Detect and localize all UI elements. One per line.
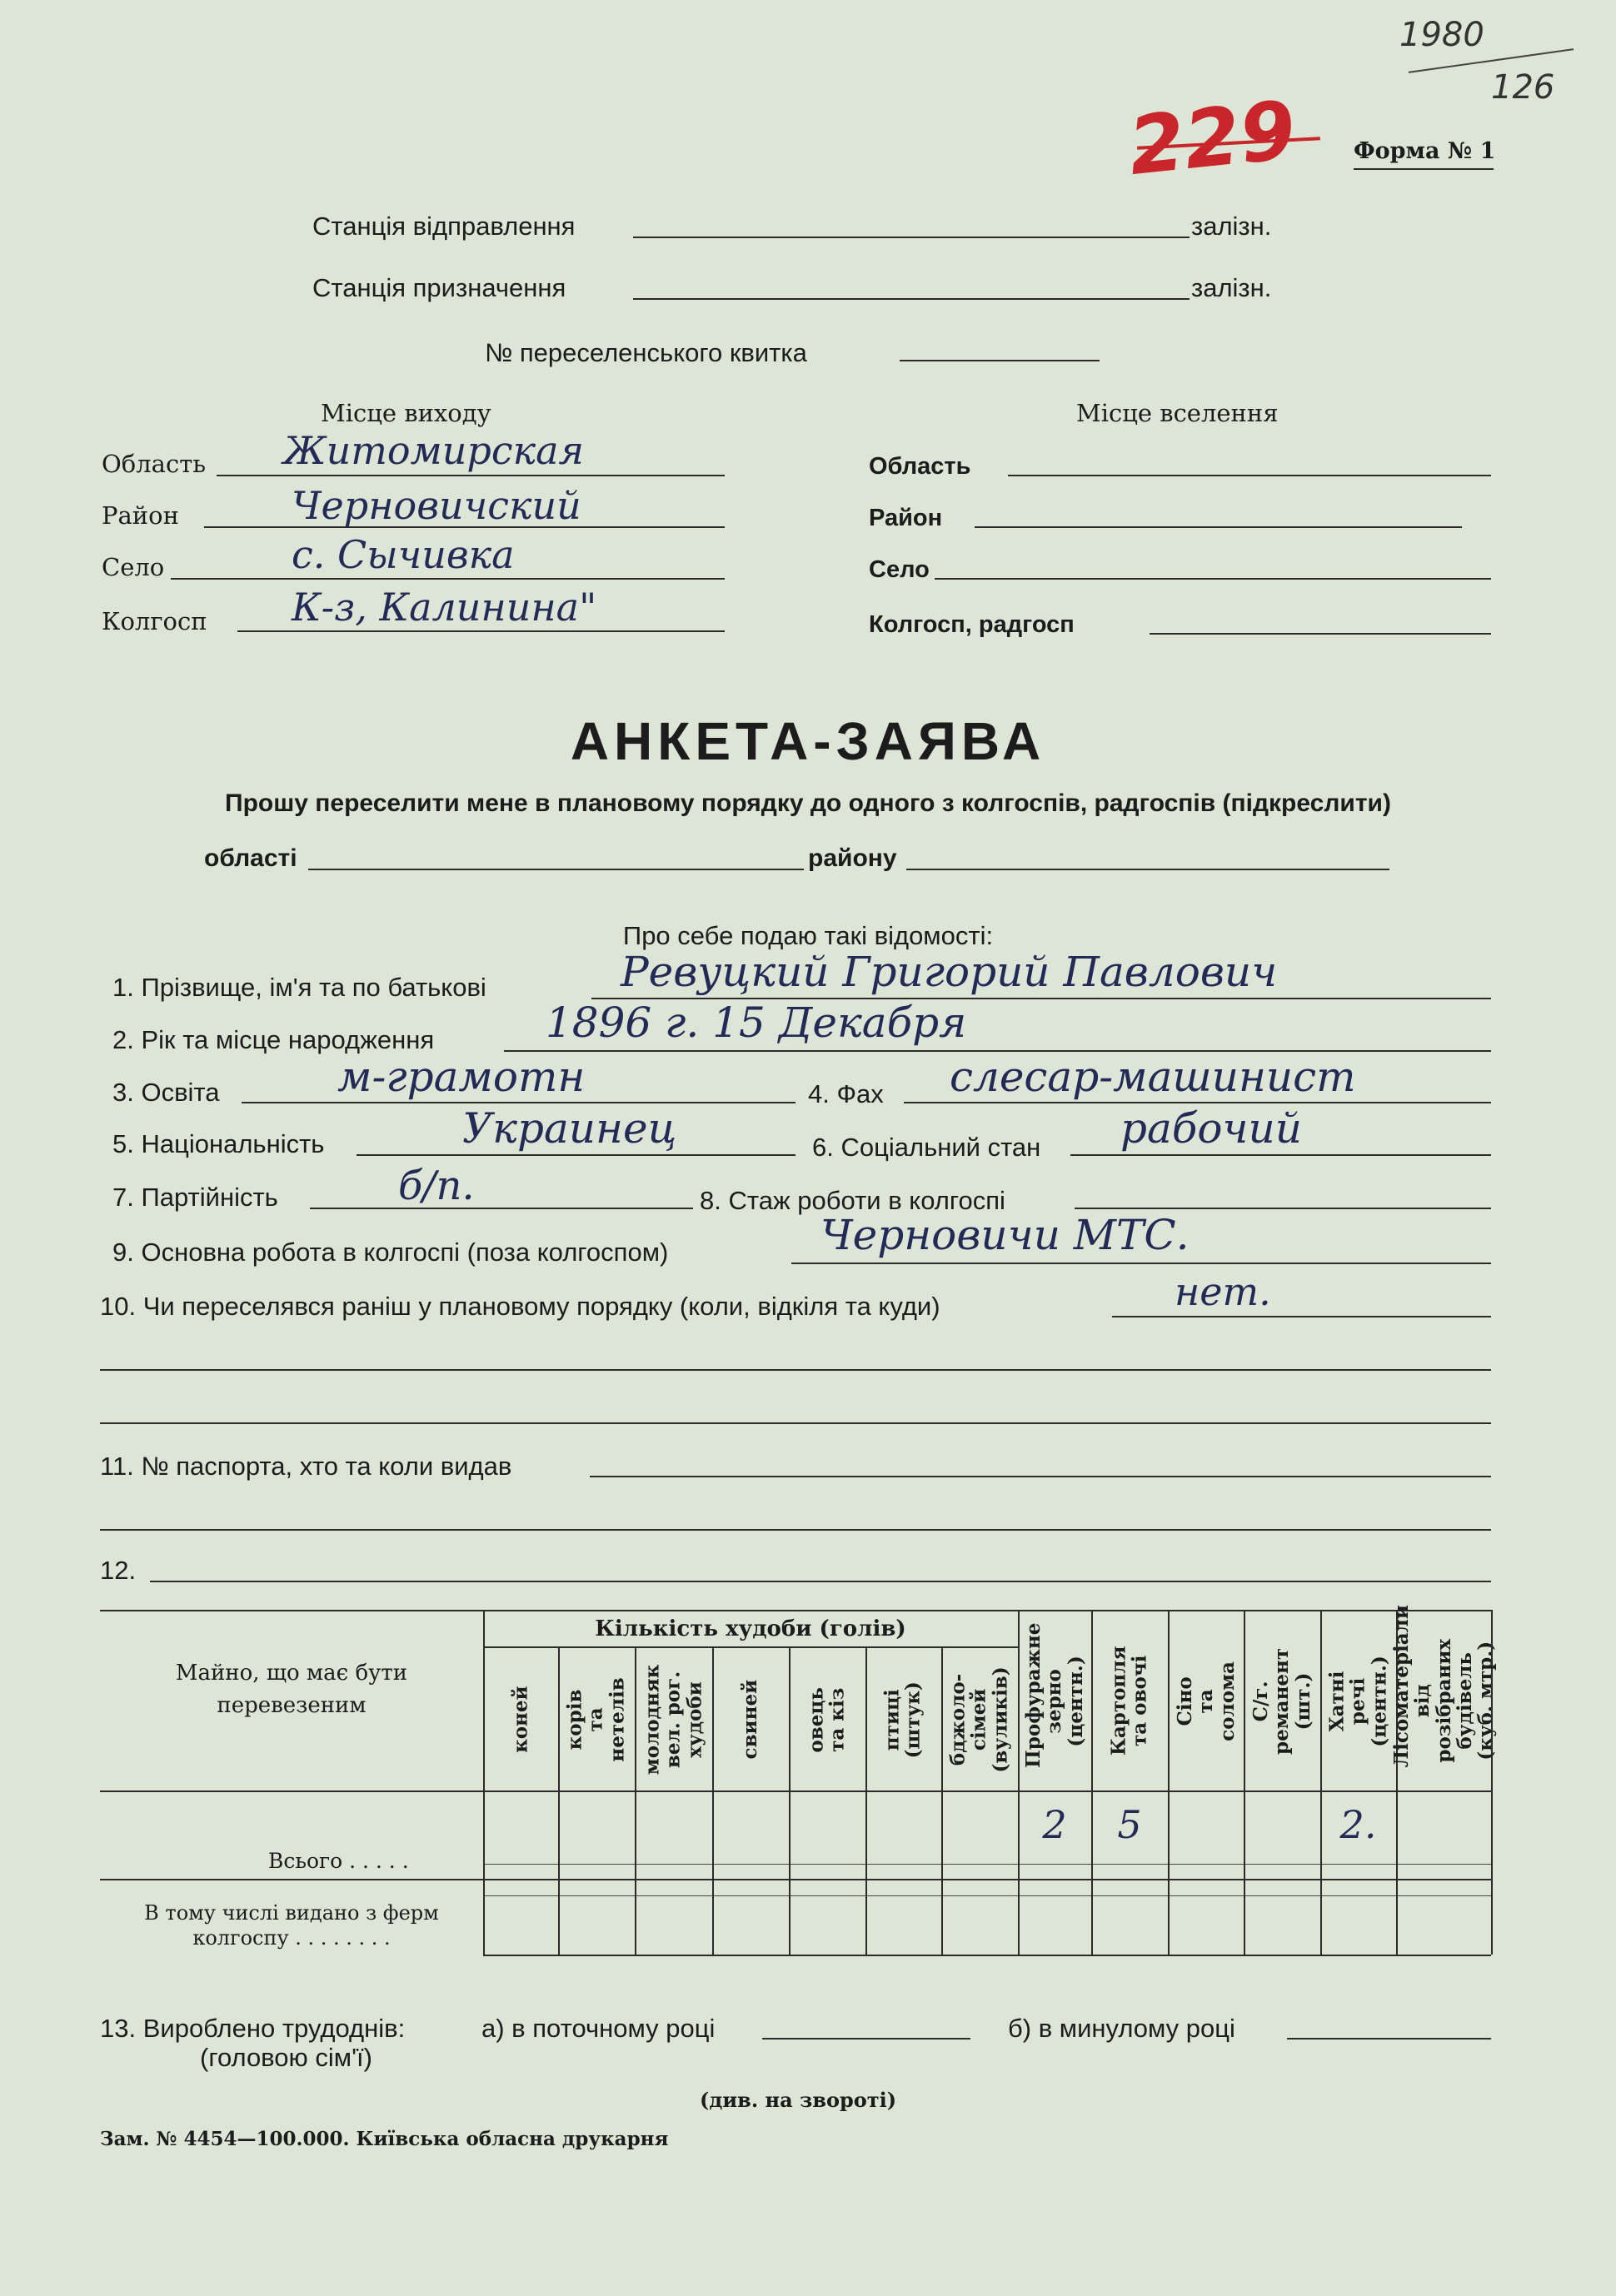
table-column-header — [1018, 1616, 1091, 1786]
q13-b-field[interactable] — [1287, 2038, 1491, 2040]
origin-selo-field[interactable] — [171, 578, 725, 580]
q13-b-label: б) в минулому році — [1008, 2014, 1235, 2043]
table-column-header — [789, 1653, 865, 1786]
farm-row-label: В тому числі видано з ферм колгоспу . . . . . . . . — [144, 1901, 439, 1950]
destination-kolhosp-label: Колгосп, радгосп — [869, 611, 1075, 638]
q2-value: 1896 г. 15 Декабря — [546, 999, 967, 1047]
table-column-header-label: коней — [509, 1686, 532, 1754]
pencil-archive-number-bottom: 126 — [1491, 68, 1555, 107]
table-column-header-label: Сіно та солома — [1173, 1661, 1239, 1741]
q13-sub-label: (головою сім'ї) — [200, 2043, 372, 2072]
red-archive-number: 229 — [1124, 82, 1300, 194]
q10-label: 10. Чи переселявся раніш у плановому порядку (коли, відкіля та куди) — [100, 1292, 940, 1321]
property-label: Майно, що має бути перевезеним — [175, 1661, 408, 1718]
q13-label: 13. Вироблено трудоднів: — [100, 2014, 406, 2043]
q5-value: Украинец — [462, 1104, 677, 1153]
origin-oblast-value: Житомирская — [283, 428, 584, 473]
livestock-header-bottom-border — [483, 1646, 1018, 1648]
origin-raion-value: Черновичский — [292, 483, 581, 528]
origin-heading: Місце виходу — [321, 399, 491, 427]
total-row-cell[interactable]: 2 — [1042, 1802, 1067, 1847]
table-right-border — [1491, 1610, 1493, 1955]
origin-selo-label: Село — [102, 553, 165, 581]
destination-rail-suffix: залізн. — [1191, 273, 1272, 302]
table-column-header-label: корів та нетелів — [564, 1677, 629, 1762]
table-column-header-label: Хатні речі (центн.) — [1325, 1655, 1391, 1747]
destination-oblast-label: Область — [869, 453, 971, 480]
q10-value: нет. — [1175, 1269, 1271, 1314]
q10-continuation-line-1[interactable] — [100, 1369, 1491, 1371]
q11-field[interactable] — [590, 1476, 1491, 1477]
table-bottom-border — [483, 1955, 1491, 1956]
q13-a-label: а) в поточному році — [481, 2014, 716, 2043]
q9-label: 9. Основна робота в колгоспі (поза колгоспом) — [112, 1238, 669, 1267]
q1-label: 1. Прізвище, ім'я та по батькові — [112, 973, 486, 1002]
q12-label: 12. — [100, 1556, 137, 1585]
departure-station-label: Станція відправлення — [312, 212, 576, 241]
target-oblast-field[interactable] — [308, 869, 804, 870]
destination-selo-label: Село — [869, 556, 930, 583]
table-total-row-bottom-border — [100, 1879, 1491, 1880]
livestock-header: Кількість худоби (голів) — [595, 1616, 906, 1641]
q5-field[interactable] — [357, 1154, 796, 1156]
printer-footer: Зам. № 4454—100.000. Київська обласна друкарня — [100, 2128, 669, 2150]
origin-kolhosp-field[interactable] — [237, 630, 725, 632]
about-heading: Про себе подаю такі відомості: — [622, 921, 994, 950]
destination-raion-field[interactable] — [975, 526, 1462, 528]
pencil-archive-number-top: 1980 — [1399, 16, 1484, 54]
q9-value: Черновичи МТС. — [820, 1211, 1190, 1259]
table-column-header — [941, 1653, 1018, 1786]
table-column-header — [558, 1653, 635, 1786]
destination-oblast-field[interactable] — [1008, 475, 1491, 476]
origin-oblast-label: Область — [102, 450, 207, 478]
origin-oblast-field[interactable] — [217, 475, 725, 476]
table-column-header-label: Картопля та овочі — [1107, 1646, 1152, 1756]
q7-value: б/п. — [398, 1163, 475, 1209]
departure-rail-suffix: залізн. — [1191, 212, 1272, 241]
table-column-header — [1389, 1605, 1497, 1786]
q6-label: 6. Соціальний стан — [812, 1133, 1041, 1162]
form-number-underline — [1354, 168, 1494, 170]
table-header-bottom-border — [100, 1790, 1491, 1792]
q9-field[interactable] — [791, 1263, 1491, 1264]
q3-label: 3. Освіта — [112, 1078, 220, 1107]
q3-value: м-грамотн — [337, 1053, 586, 1101]
table-column-header — [635, 1653, 712, 1786]
destination-kolhosp-field[interactable] — [1150, 633, 1491, 635]
table-column-header — [1244, 1616, 1320, 1786]
total-row-cell[interactable]: 5 — [1117, 1802, 1142, 1847]
table-column-header-label: Лісоматеріали від розібраних будівель (куб. мтр.) — [1389, 1605, 1497, 1768]
q13-a-field[interactable] — [762, 2038, 970, 2040]
q10-continuation-line-2[interactable] — [100, 1422, 1491, 1424]
total-row-cell[interactable]: 2. — [1339, 1802, 1377, 1847]
destination-station-label: Станція призначення — [312, 273, 566, 302]
q12-field[interactable] — [150, 1581, 1491, 1582]
request-text: Прошу переселити мене в плановому порядку до одного з колгоспів, радгоспів (підкреслити) — [225, 789, 1391, 817]
q3-field[interactable] — [242, 1102, 796, 1103]
origin-raion-label: Район — [102, 501, 179, 530]
destination-station-field[interactable] — [633, 298, 1190, 300]
q6-value: рабочий — [1120, 1104, 1302, 1153]
q11-label: 11. № паспорта, хто та коли видав — [100, 1452, 512, 1481]
q10-field[interactable] — [1112, 1316, 1491, 1317]
table-column-header — [1168, 1616, 1244, 1786]
q4-field[interactable] — [904, 1102, 1491, 1103]
q2-label: 2. Рік та місце народження — [112, 1025, 435, 1054]
q4-label: 4. Фах — [808, 1079, 884, 1108]
q6-field[interactable] — [1070, 1154, 1491, 1156]
raionu-label: району — [808, 844, 897, 872]
table-column-header — [712, 1653, 789, 1786]
table-column-header-label: Профуражне зерно (центн.) — [1022, 1622, 1087, 1768]
destination-heading: Місце вселення — [1076, 399, 1279, 427]
q8-label: 8. Стаж роботи в колгоспі — [700, 1186, 1005, 1215]
q1-value: Ревуцкий Григорий Павлович — [621, 948, 1278, 996]
destination-selo-field[interactable] — [935, 578, 1491, 580]
q7-field[interactable] — [310, 1208, 693, 1209]
q4-value: слесар-машинист — [950, 1053, 1356, 1101]
see-reverse-note: (див. на звороті) — [700, 2088, 897, 2112]
table-column-header-label: С/г. реманент (шт.) — [1249, 1647, 1314, 1755]
q2-field[interactable] — [504, 1050, 1491, 1052]
q7-label: 7. Партійність — [112, 1183, 278, 1212]
form-title: АНКЕТА-ЗАЯВА — [570, 711, 1046, 771]
destination-raion-label: Район — [869, 505, 943, 531]
origin-kolhosp-label: Колгосп — [102, 607, 207, 635]
table-column-header — [483, 1653, 558, 1786]
target-raion-field[interactable] — [906, 869, 1389, 870]
table-column-header-label: овець та кіз — [805, 1686, 849, 1753]
q8-field[interactable] — [1075, 1208, 1491, 1209]
table-column-header-label: свиней — [739, 1680, 762, 1760]
table-column-header — [1320, 1616, 1396, 1786]
table-column-header-label: молодняк вел. рог. худоби — [641, 1664, 706, 1776]
q5-label: 5. Національність — [112, 1129, 325, 1158]
table-column-header — [1091, 1616, 1168, 1786]
total-row-label: Всього . . . . . — [268, 1849, 409, 1873]
table-column-header-label: бджоло-сімей (вуликів) — [947, 1666, 1012, 1773]
table-top-border — [100, 1610, 1491, 1611]
table-column-header-label: птиці (штук) — [881, 1681, 925, 1759]
origin-kolhosp-value: К-з, Калинина" — [292, 585, 597, 630]
oblasti-label: області — [204, 844, 297, 872]
origin-selo-value: с. Сычивка — [292, 532, 515, 577]
form-number-label: Форма № 1 — [1354, 138, 1496, 164]
table-column-header — [865, 1653, 941, 1786]
q11-continuation-line[interactable] — [100, 1529, 1491, 1531]
ticket-number-label: № переселенського квитка — [485, 338, 807, 367]
ticket-number-field[interactable] — [900, 360, 1100, 361]
departure-station-field[interactable] — [633, 237, 1190, 238]
